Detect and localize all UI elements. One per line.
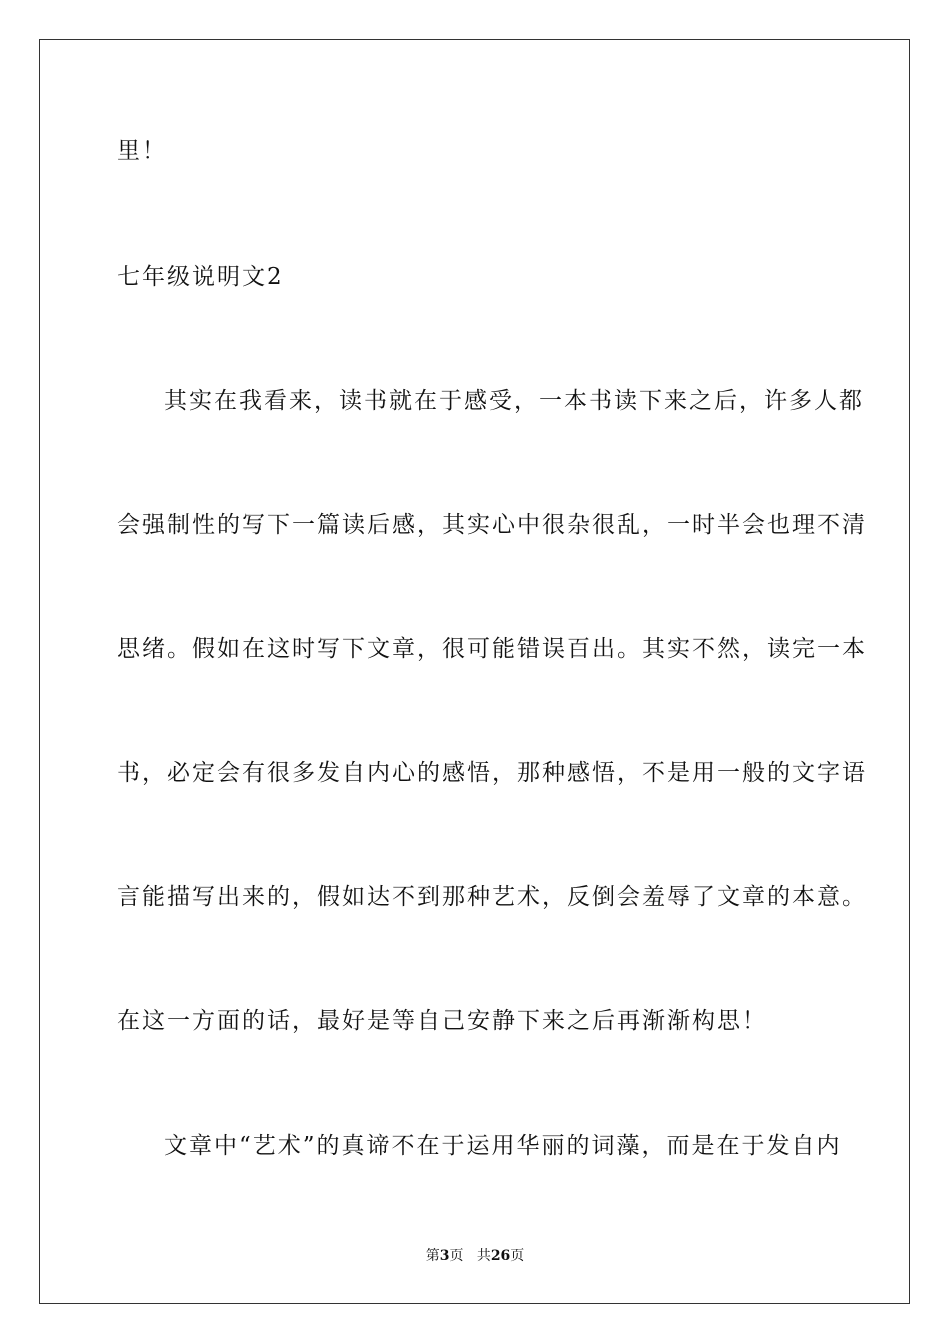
text-line-4: 会强制性的写下一篇读后感，其实心中很杂很乱，一时半会也理不清 bbox=[117, 512, 867, 538]
text-line-3: 其实在我看来，读书就在于感受，一本书读下来之后，许多人都 bbox=[164, 388, 864, 414]
text-line-6: 书，必定会有很多发自内心的感悟，那种感悟，不是用一般的文字语 bbox=[117, 760, 867, 786]
section-heading: 七年级说明文2 bbox=[117, 264, 284, 290]
text-line-1: 里！ bbox=[117, 138, 167, 164]
text-line-9: 文章中“艺术”的真谛不在于运用华丽的词藻，而是在于发自内 bbox=[164, 1133, 842, 1159]
footer-page-suffix: 页 bbox=[449, 1248, 464, 1264]
footer-total-suffix: 页 bbox=[510, 1248, 525, 1264]
text-line-7: 言能描写出来的，假如达不到那种艺术，反倒会羞辱了文章的本意。 bbox=[117, 884, 867, 910]
footer-total-pages: 26 bbox=[490, 1248, 511, 1264]
footer-page-prefix: 第 bbox=[425, 1248, 440, 1264]
page-frame bbox=[39, 39, 910, 1304]
text-line-5: 思绪。假如在这时写下文章，很可能错误百出。其实不然，读完一本 bbox=[117, 636, 867, 662]
footer-page-number: 3 bbox=[439, 1248, 450, 1264]
footer-total-prefix: 共 bbox=[476, 1248, 491, 1264]
page-footer bbox=[0, 1246, 950, 1266]
text-line-8: 在这一方面的话，最好是等自己安静下来之后再渐渐构思！ bbox=[117, 1008, 767, 1034]
